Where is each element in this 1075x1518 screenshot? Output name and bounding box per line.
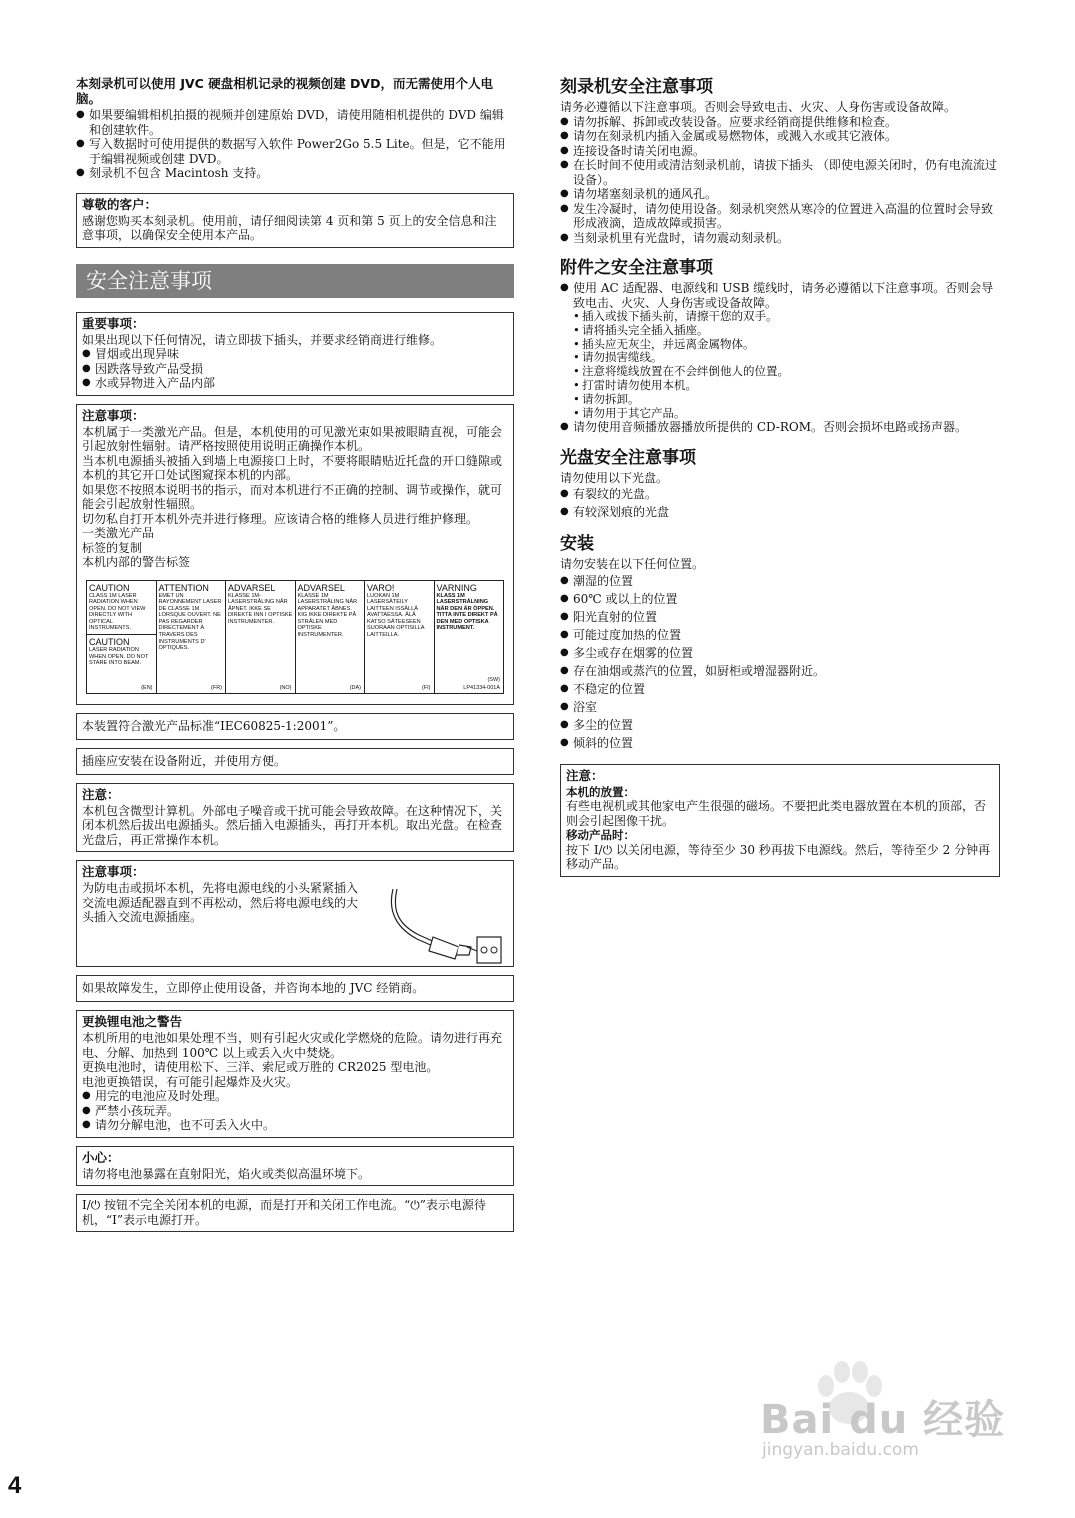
list-item: ● 请勿拆解、拆卸或改装设备。应要求经销商提供维修和检查。: [560, 115, 1000, 130]
caution-para: 本机内部的警告标签: [82, 555, 191, 569]
section-title: 安全注意事项: [76, 264, 514, 298]
list-item: • 打雷时请勿使用本机。: [560, 379, 1000, 393]
list-item: ● 有裂纹的光盘。: [560, 485, 1000, 503]
list-item: ● 连接设备时请关闭电源。: [560, 144, 1000, 159]
caution-para: 一类激光产品: [82, 526, 155, 540]
list-item: ● 如果要编辑相机拍摄的视频并创建原始 DVD，请使用随相机提供的 DVD 编辑和创建软件。: [76, 108, 514, 137]
warning-label-sw: VARNING KLASS 1M LASERSTRÅLNING NÄR DEN ÄR ÖPPEN. TITTA INTE DIREKT PÅ DEN MED OPTISKA INSTRUMENT. (SW) LP41334-001A: [436, 582, 500, 691]
important-box-title: 重要事项：: [82, 315, 145, 331]
small-caution-title: 小心：: [82, 1149, 120, 1165]
list-item: ● 有较深划痕的光盘: [560, 503, 1000, 521]
watermark-url: jingyan.baidu.com: [762, 1440, 919, 1460]
caution-para: 当本机电源插头被插入到墙上电源接口上时，不要将眼睛贴近托盘的开口缝隙或本机的其它开口处试图窥探本机的内部。: [82, 453, 503, 482]
power-button-box: I/⏻ 按钮不完全关闭本机的电源，而是打开和关闭工作电流。“⏻”表示电源待机，“I”表示电源打开。: [76, 1194, 514, 1232]
disc-safety-heading: 光盘安全注意事项: [560, 447, 696, 468]
list-item: ● 不稳定的位置: [560, 680, 1000, 698]
page-number: 4: [8, 1472, 22, 1499]
list-item: ● 存在油烟或蒸汽的位置，如厨柜或增湿器附近。: [560, 662, 1000, 680]
warning-label-en: CAUTION CLASS 1M LASER RADIATION WHEN OPEN. DO NOT VIEW DIRECTLY WITH OPTICAL INSTRUMENTS. CAUTION LASER RADIATION WHEN OPEN. DO NOT STARE INTO BEAM. (EN): [87, 581, 157, 693]
list-item: ● 使用 AC 适配器、电源线和 USB 缆线时，请务必遵循以下注意事项。否则会导致电击、火灾、人身伤害或设备故障。: [560, 281, 1000, 310]
intro-list: [76, 108, 514, 181]
customer-box-text: 感谢您购买本刻录机。使用前，请仔细阅读第 4 页和第 5 页上的安全信息和注意事项，以确保安全使用本产品。: [82, 213, 497, 242]
battery-box: 更换锂电池之警告 本机所用的电池如果处理不当，则有引起火灾或化学燃烧的危险。请勿进行再充电、分解、加热到 100℃ 以上或丢入火中焚烧。 更换电池时，请使用松下、三洋、索尼或万胜的 CR2025 型电池。 电池更换错误，有可能引起爆炸及火灾。 ● 用完的电池应及时处理。 ● 严禁小孩玩弄。 ● 请勿分解电池，也不可丢入火中。: [76, 1010, 514, 1138]
list-item: ● 发生冷凝时，请勿使用设备。刻录机突然从寒冷的位置进入高温的位置时会导致形成液滴，造成故障或损害。: [560, 202, 1000, 231]
placement-note-title: 注意：: [566, 767, 604, 783]
accessory-safety-heading: 附件之安全注意事项: [560, 258, 713, 278]
list-item: ● 请勿分解电池，也不可丢入火中。: [82, 1118, 508, 1133]
plug-box-title: 注意事项：: [82, 864, 145, 879]
list-item: • 请勿用于其它产品。: [560, 407, 1000, 421]
installation-heading: 安装: [560, 534, 594, 555]
list-item: • 插入或拔下插头前，请擦干您的双手。: [560, 310, 1000, 324]
watermark-logo: Bai du 经验: [760, 1397, 1006, 1443]
list-item: ● 冒烟或出现异味: [82, 347, 508, 362]
list-item: ● 可能过度加热的位置: [560, 626, 1000, 644]
recorder-safety-heading: 刻录机安全注意事项: [560, 77, 713, 97]
list-item: ● 水或异物进入产品内部: [82, 376, 508, 391]
socket-box: 插座应安装在设备附近，并使用方便。: [76, 748, 514, 775]
list-item: ● 在长时间不使用或清洁刻录机前，请拔下插头 （即使电源关闭时，仍有电流流过设备）。: [560, 158, 1000, 187]
warning-label-fr: ATTENTION EMET UN RAYONNEMENT LASER DE CLASSE 1M LORSQUE OUVERT. NE PAS REGARDER DIRECTEMENT À TRAVERS DES INSTRUMENTS D' OPTIQUES. (FR): [157, 581, 227, 693]
list-item: ● 多尘或存在烟雾的位置: [560, 644, 1000, 662]
list-item: ● 浴室: [560, 698, 1000, 716]
list-item: ● 请勿在刻录机内插入金属或易燃物体，或溅入水或其它液体。: [560, 129, 1000, 144]
caution-para: 标签的复制: [82, 540, 143, 555]
list-item: ● 潮湿的位置: [560, 572, 1000, 590]
warning-label-fi: VARO! LUOKAN 1M LASERSÄTEILY LAITTEEN ISSÄLLÄ AVATTAESSA. ÄLÄ KATSO SÄTEESEEN SUORAAN OPTISILLA LAITTEILLA. (FI): [365, 581, 435, 693]
plug-box: 注意事项： 为防电击或损坏本机，先将电源电线的小头紧紧插入交流电源适配器直到不再松动，然后将电源电线的大头插入交流电源插座。: [76, 860, 514, 967]
fault-box: 如果故障发生，立即停止使用设备，并咨询本地的 JVC 经销商。: [76, 975, 514, 1002]
caution-box-title: 注意事项：: [82, 407, 145, 423]
list-item: ● 写入数据时可使用提供的数据写入软件 Power2Go 5.5 Lite。但是，它不能用于编辑视频或创建 DVD。: [76, 137, 514, 166]
baidu-watermark: [760, 1356, 1020, 1466]
small-caution-box: 小心： 请勿将电池暴露在直射阳光，焰火或类似高温环境下。: [76, 1146, 514, 1187]
list-item: ● 用完的电池应及时处理。: [82, 1089, 508, 1104]
note-box: 注意： 本机包含微型计算机。外部电子噪音或干扰可能会导致故障。在这种情况下，关闭本机然后拔出电源插头。然后插入电源插头，再打开本机。取出光盘。在检查光盘后，再正常操作本机。: [76, 783, 514, 853]
list-item: ● 严禁小孩玩弄。: [82, 1104, 508, 1119]
list-item: ● 多尘的位置: [560, 716, 1000, 734]
list-item: ● 当刻录机里有光盘时，请勿震动刻录机。: [560, 231, 1000, 246]
left-column: [76, 76, 514, 1232]
list-item: ● 刻录机不包含 Macintosh 支持。: [76, 166, 514, 181]
customer-box: [76, 193, 514, 248]
list-item: ● 60℃ 或以上的位置: [560, 590, 1000, 608]
list-item: ● 因跌落导致产品受损: [82, 362, 508, 377]
caution-box: [76, 404, 514, 705]
customer-box-title: 尊敬的客户：: [82, 196, 158, 212]
list-item: ● 倾斜的位置: [560, 734, 1000, 752]
warning-label-no: ADVARSEL KLASSE 1M-LASERSTRÅLING NÅR ÅPNET. IKKE SE DIREKTE INN I OPTISKE INSTRUMENTER. (NO): [226, 581, 296, 693]
warning-label-da: ADVARSEL KLASSE 1M LASERSTRÅLING NÅR APPARATET ÅBNES. KIG IKKE DIREKTE PÅ STRÅLEN MED OPTISKE INSTRUMENTER. (DA): [296, 581, 366, 693]
important-box: [76, 312, 514, 396]
standard-box: 本装置符合激光产品标准“IEC60825-1:2001”。: [76, 713, 514, 740]
list-item: • 请勿拆卸。: [560, 393, 1000, 407]
list-item: • 注意将缆线放置在不会绊倒他人的位置。: [560, 365, 1000, 379]
list-item: • 插头应无灰尘，并远离金属物体。: [560, 338, 1000, 352]
list-item: ● 请勿堵塞刻录机的通风孔。: [560, 187, 1000, 202]
note-box-title: 注意：: [82, 786, 120, 802]
battery-box-title: 更换锂电池之警告: [82, 1014, 183, 1029]
list-item: • 请将插头完全插入插座。: [560, 324, 1000, 338]
intro-title: 本刻录机可以使用 JVC 硬盘相机记录的视频创建 DVD，而无需使用个人电脑。: [76, 76, 493, 106]
placement-note-box: 注意： 本机的放置： 有些电视机或其他家电产生很强的磁场。不要把此类电器放置在本机的顶部，否则会引起图像干扰。 移动产品时： 按下 I/⏻ 以关闭电源，等待至少 30 秒再拔下电源线。然后，等待至少 2 分钟再移动产品。: [560, 764, 1000, 877]
caution-para: 切勿私自打开本机外壳并进行修理。应该请合格的维修人员进行维护修理。: [82, 511, 479, 526]
list-item: ● 阳光直射的位置: [560, 608, 1000, 626]
caution-para: 本机属于一类激光产品。但是，本机使用的可见激光束如果被眼睛直视，可能会引起放射性辐射。请严格按照使用说明正确操作本机。: [82, 424, 503, 453]
right-column: 刻录机安全注意事项 请务必遵循以下注意事项。否则会导致电击、火灾、人身伤害或设备故障。 ● 请勿拆解、拆卸或改装设备。应要求经销商提供维修和检查。 ● 请勿在刻录机内插入金属或易燃物体，或溅入水或其它液体。 ● 连接设备时请关闭电源。 ● 在长时间不使用或清洁刻录机前，请拔下插头 （即使电源关闭时，仍有电流流过设备）。 ● 请勿堵塞刻录机的通风孔。 ● 发生冷凝时，请勿使用设备。刻录机突然从寒冷的位置进入高温的位置时会导致形成液滴，造成故障或损害。 ● 当刻录机里有光盘时，请勿震动刻录机。 附件之安全注意事项 ● 使用 AC 适配器、电源线和 USB 缆线时，请务必遵循以下注意事项。否则会导致电击、火灾、人身伤害或设备故障。 • 插入或拔下插头前，请擦干您的双手。 • 请将插头完全插入插座。 • 插头应无灰尘，并远离金属物体。 • 请勿损害缆线。 • 注意将缆线放置在不会绊倒他人的位置。 • 打雷时请勿使用本机。 • 请勿拆卸。 • 请勿用于其它产品。 ● 请勿使用音频播放器播放所提供的 CD-ROM。否则会损坏电路或扬声器。 光盘安全注意事项 请勿使用以下光盘。 ● 有裂纹的光盘。 ● 有较深划痕的光盘 安装 请勿安装在以下任何位置。 ● 潮湿的位置 ● 60℃ 或以上的位置 ● 阳光直射的位置 ● 可能过度加热的位置 ● 多尘或存在烟雾的位置 ● 存在油烟或蒸汽的位置，如厨柜或增湿器附近。 ● 不稳定的位置 ● 浴室 ● 多尘的位置 ● 倾斜的位置 注意： 本机的放置： 有些电视机或其他家电产生很强的磁场。不要把此类电器放置在本机的顶部，否则会引起图像干扰。 移动产品时： 按下 I/⏻ 以关闭电源，等待至少 30 秒再拔下电源线。然后，等待至少 2 分钟再移动产品。: [560, 76, 1000, 877]
caution-para: 如果您不按照本说明书的指示，而对本机进行不正确的控制、调节或操作，就可能会引起放射性辐照。: [82, 482, 503, 511]
important-box-text: 如果出现以下任何情况，请立即拔下插头，并要求经销商进行维修。: [82, 332, 443, 347]
warning-label-table: [86, 580, 504, 694]
power-plug-icon: [377, 885, 505, 965]
list-item: ● 请勿使用音频播放器播放所提供的 CD-ROM。否则会损坏电路或扬声器。: [560, 420, 1000, 435]
list-item: • 请勿损害缆线。: [560, 351, 1000, 365]
